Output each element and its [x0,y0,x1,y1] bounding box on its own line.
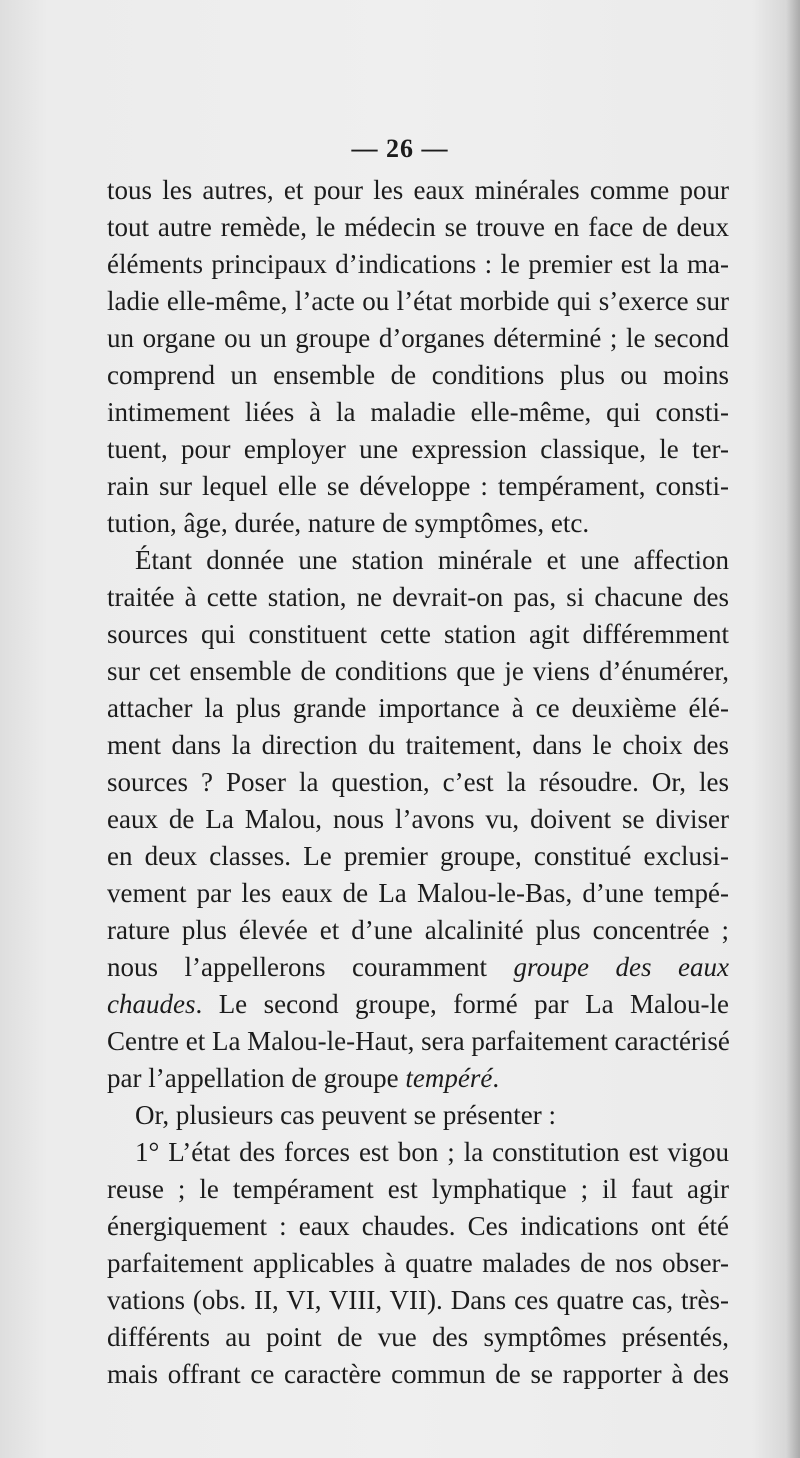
paragraph-first-line: 1° L’état des forces est bon ; la constitution est vigou [135,1137,729,1167]
text-line: énergiquement : eaux chaudes. Ces indications ont été [107,1211,729,1241]
text-line: intimement liées à la maladie elle-même, qui consti- [107,397,729,427]
body-text [107,172,729,1393]
text-line: eaux de La Malou, nous l’avons vu, doivent se diviser [107,804,729,834]
text-line: attacher la plus grande importance à ce deuxième élé- [107,693,729,723]
line-text: . [492,1063,500,1093]
text-line: rain sur lequel elle se développe : tempérament, consti- [107,471,729,501]
text-line: rature plus élevée et d’une alcalinité plus concentrée ; [107,915,729,945]
text-line: comprend un ensemble de conditions plus ou moins [107,360,729,390]
text-line [107,949,729,986]
text-line: différents au point de vue des symptômes présentés, [107,1322,729,1352]
italic-text: groupe des eaux [513,952,730,982]
paragraph-first-line: Or, plusieurs cas peuvent se présenter : [135,1100,557,1130]
text-line: ment dans la direction du traitement, dans le choix des [107,730,729,760]
text-line: Centre et La Malou-le-Haut, sera parfaitement caractérisé [107,1026,730,1056]
page-number: — 26 — [351,134,449,163]
text-line: mais offrant ce caractère commun de se rapporter à des [107,1359,729,1389]
text-line: parfaitement applicables à quatre malades de nos obser- [107,1248,729,1278]
italic-text: tempéré [405,1063,493,1093]
paragraph-first-line: Étant donnée une station minérale et une affection [135,545,729,575]
text-line: sur cet ensemble de conditions que je viens d’énumérer, [107,656,729,686]
text-line: traitée à cette station, ne devrait-on pas, si chacune des [107,582,729,612]
text-line [107,1060,729,1097]
text-line [107,986,729,1023]
text-line: tous les autres, et pour les eaux minérales comme pour [107,175,729,205]
text-line: ladie elle-même, l’acte ou l’état morbide qui s’exerce sur [107,286,729,316]
line-text: nous l’appellerons couramment [107,952,514,982]
text-line: tution, âge, durée, nature de symptômes, etc. [107,508,590,538]
text-line: éléments principaux d’indications : le premier est la ma- [107,249,729,279]
text-line: en deux classes. Le premier groupe, constitué exclusi- [107,841,729,871]
text-line: un organe ou un groupe d’organes déterminé ; le second [107,323,729,353]
text-line: tout autre remède, le médecin se trouve en face de deux [107,212,729,242]
text-line: sources ? Poser la question, c’est la résoudre. Or, les [107,767,729,797]
text-line: sources qui constituent cette station agit différemment [107,619,729,649]
text-line: reuse ; le tempérament est lymphatique ; il faut agir [107,1174,729,1204]
italic-text: chaudes [107,989,196,1019]
text-line: vement par les eaux de La Malou-le-Bas, d’une tempé- [107,878,729,908]
text-line: tuent, pour employer une expression classique, le ter- [107,434,729,464]
line-text: . Le second groupe, formé par La Malou-le [195,989,729,1019]
text-line: vations (obs. II, VI, VIII, VII). Dans ces quatre cas, très- [107,1285,729,1315]
line-text: par l’appellation de groupe [107,1063,406,1093]
